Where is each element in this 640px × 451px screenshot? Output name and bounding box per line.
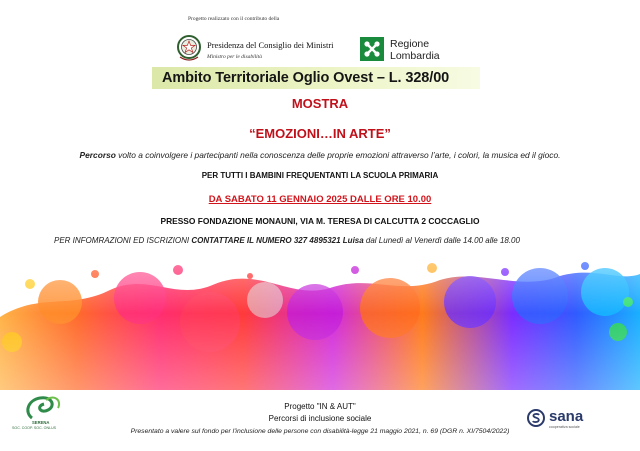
sana-subtitle: cooperativa sociale [549, 425, 580, 429]
event-description [0, 150, 640, 160]
description-lead: Percorso [79, 150, 116, 160]
info-suffix: dal Lunedì al Venerdì dalle 14.00 alle 18.00 [363, 236, 520, 245]
lombardia-label-line2: Lombardia [390, 50, 440, 62]
lombardia-logo-icon [360, 37, 384, 61]
footer-path: Percorsi di inclusione sociale [268, 414, 372, 423]
sana-logo-icon [527, 409, 545, 427]
footer-note: Presentato a valere sul fondo per l'inclusione delle persone con disabilità-legge 21 maggio 2021, n. 69 (DGR n. XI/7504/2022) [130, 428, 510, 435]
paint-splash-banner [0, 262, 640, 390]
event-info [54, 236, 520, 245]
italian-emblem-icon [176, 33, 202, 63]
ambito-title: Ambito Territoriale Oglio Ovest – L. 328/00 [162, 70, 450, 86]
project-note: Progetto realizzato con il contributo della [188, 16, 280, 22]
event-target: PER TUTTI I BAMBINI FREQUENTANTI LA SCUOLA PRIMARIA [201, 171, 439, 180]
event-kind: MOSTRA [291, 96, 349, 111]
footer-project: Progetto "IN & AUT" [284, 402, 356, 411]
event-title: “EMOZIONI…IN ARTE” [249, 126, 391, 141]
event-date: DA SABATO 11 GENNAIO 2025 DALLE ORE 10.00 [208, 194, 432, 205]
lombardia-label-line1: Regione [390, 38, 430, 50]
info-contact: CONTATTARE IL NUMERO 327 4895321 Luisa [191, 236, 364, 245]
serena-name: SERENA [32, 420, 50, 425]
pcm-subtitle: Ministro per le disabilità [207, 54, 262, 60]
sana-name: sana [549, 408, 584, 425]
info-prefix: PER INFOMRAZIONI ED ISCRIZIONI [54, 236, 192, 245]
description-text: volto a coinvolgere i partecipanti nella conoscenza delle proprie emozioni attraverso l’arte, i colori, la musica ed il gioco. [115, 150, 561, 160]
pcm-title: Presidenza del Consiglio dei Ministri [207, 40, 334, 50]
serena-subtitle: SOC. COOP. SOC. ONLUS [12, 426, 57, 430]
event-venue: PRESSO FONDAZIONE MONAUNI, VIA M. TERESA DI CALCUTTA 2 COCCAGLIO [160, 216, 480, 226]
